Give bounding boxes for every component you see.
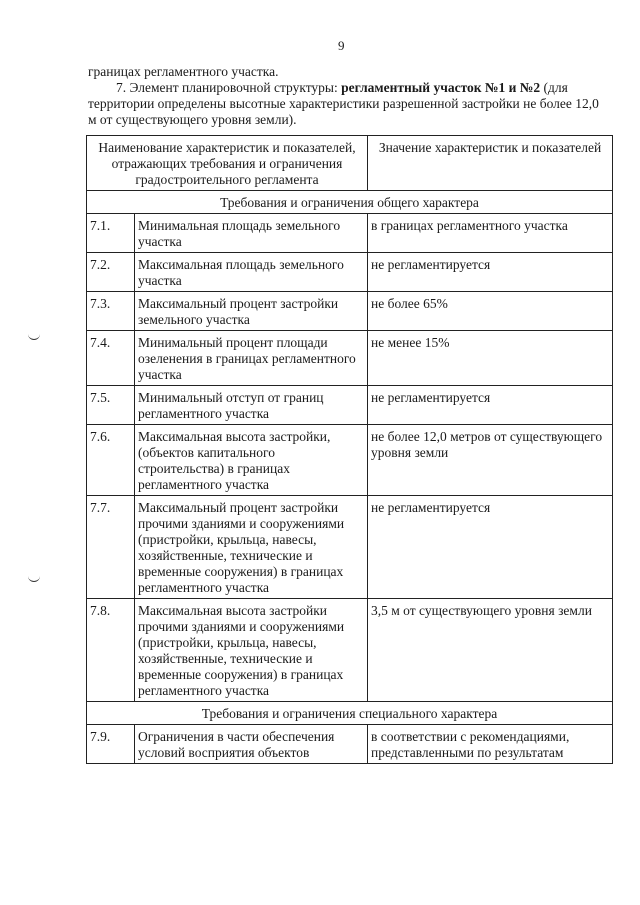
page-number: 9 xyxy=(338,38,345,53)
row-name: Минимальный процент площади озеленения в границах регламентного участка xyxy=(135,331,368,386)
row-name: Максимальная высота застройки, (объектов капитального строительства) в границах регламентного участка xyxy=(135,425,368,496)
row-value: не менее 15% xyxy=(368,331,613,386)
table-row xyxy=(87,725,613,764)
table-row xyxy=(87,496,613,599)
table-row xyxy=(87,331,613,386)
table-row xyxy=(87,214,613,253)
row-number: 7.3. xyxy=(87,292,135,331)
row-value: не более 12,0 метров от существующего уровня земли xyxy=(368,425,613,496)
table-row xyxy=(87,599,613,702)
row-value: 3,5 м от существующего уровня земли xyxy=(368,599,613,702)
binding-hole-mark xyxy=(28,575,40,582)
row-value: не регламентируется xyxy=(368,253,613,292)
header-value: Значение характеристик и показателей xyxy=(368,136,613,191)
row-name: Максимальный процент застройки земельного участка xyxy=(135,292,368,331)
row-number: 7.4. xyxy=(87,331,135,386)
section-special-row xyxy=(87,702,613,725)
row-value: не регламентируется xyxy=(368,496,613,599)
row-value: в границах регламентного участка xyxy=(368,214,613,253)
table-row xyxy=(87,425,613,496)
row-name: Ограничения в части обеспечения условий восприятия объектов xyxy=(135,725,368,764)
row-value: в соответствии с рекомендациями, представленными по результатам xyxy=(368,725,613,764)
intro-text xyxy=(88,64,610,128)
row-name: Максимальная высота застройки прочими зданиями и сооружениями (пристройки, крыльца, навесы, хозяйственные, технические и временные сооружения) в границах регламентного участка xyxy=(135,599,368,702)
binding-hole-mark xyxy=(28,333,40,340)
section-general-title: Требования и ограничения общего характера xyxy=(87,191,613,214)
row-name: Минимальная площадь земельного участка xyxy=(135,214,368,253)
regulation-table xyxy=(86,135,613,764)
row-number: 7.9. xyxy=(87,725,135,764)
row-number: 7.7. xyxy=(87,496,135,599)
row-value: не регламентируется xyxy=(368,386,613,425)
table-row xyxy=(87,386,613,425)
row-name: Минимальный отступ от границ регламентного участка xyxy=(135,386,368,425)
section-special-title: Требования и ограничения специального характера xyxy=(87,702,613,725)
row-value: не более 65% xyxy=(368,292,613,331)
intro-para-rest: (для территории определены высотные характеристики разрешенной застройки не более 12,0 м от существующего уровня земли). xyxy=(88,80,599,127)
table-row xyxy=(87,253,613,292)
table-header-row xyxy=(87,136,613,191)
header-name: Наименование характеристик и показателей, отражающих требования и ограничения градостроительного регламента xyxy=(87,136,368,191)
row-number: 7.2. xyxy=(87,253,135,292)
intro-paragraph xyxy=(88,80,610,128)
intro-para-bold: регламентный участок №1 и №2 xyxy=(341,80,541,95)
row-name: Максимальный процент застройки прочими зданиями и сооружениями (пристройки, крыльца, навесы, хозяйственные, технические и временные сооружения) в границах регламентного участка xyxy=(135,496,368,599)
row-name: Максимальная площадь земельного участка xyxy=(135,253,368,292)
table-row xyxy=(87,292,613,331)
row-number: 7.8. xyxy=(87,599,135,702)
row-number: 7.1. xyxy=(87,214,135,253)
row-number: 7.5. xyxy=(87,386,135,425)
intro-para-start: 7. Элемент планировочной структуры: xyxy=(116,80,342,95)
row-number: 7.6. xyxy=(87,425,135,496)
section-general-row xyxy=(87,191,613,214)
intro-line-1: границах регламентного участка. xyxy=(88,64,279,79)
